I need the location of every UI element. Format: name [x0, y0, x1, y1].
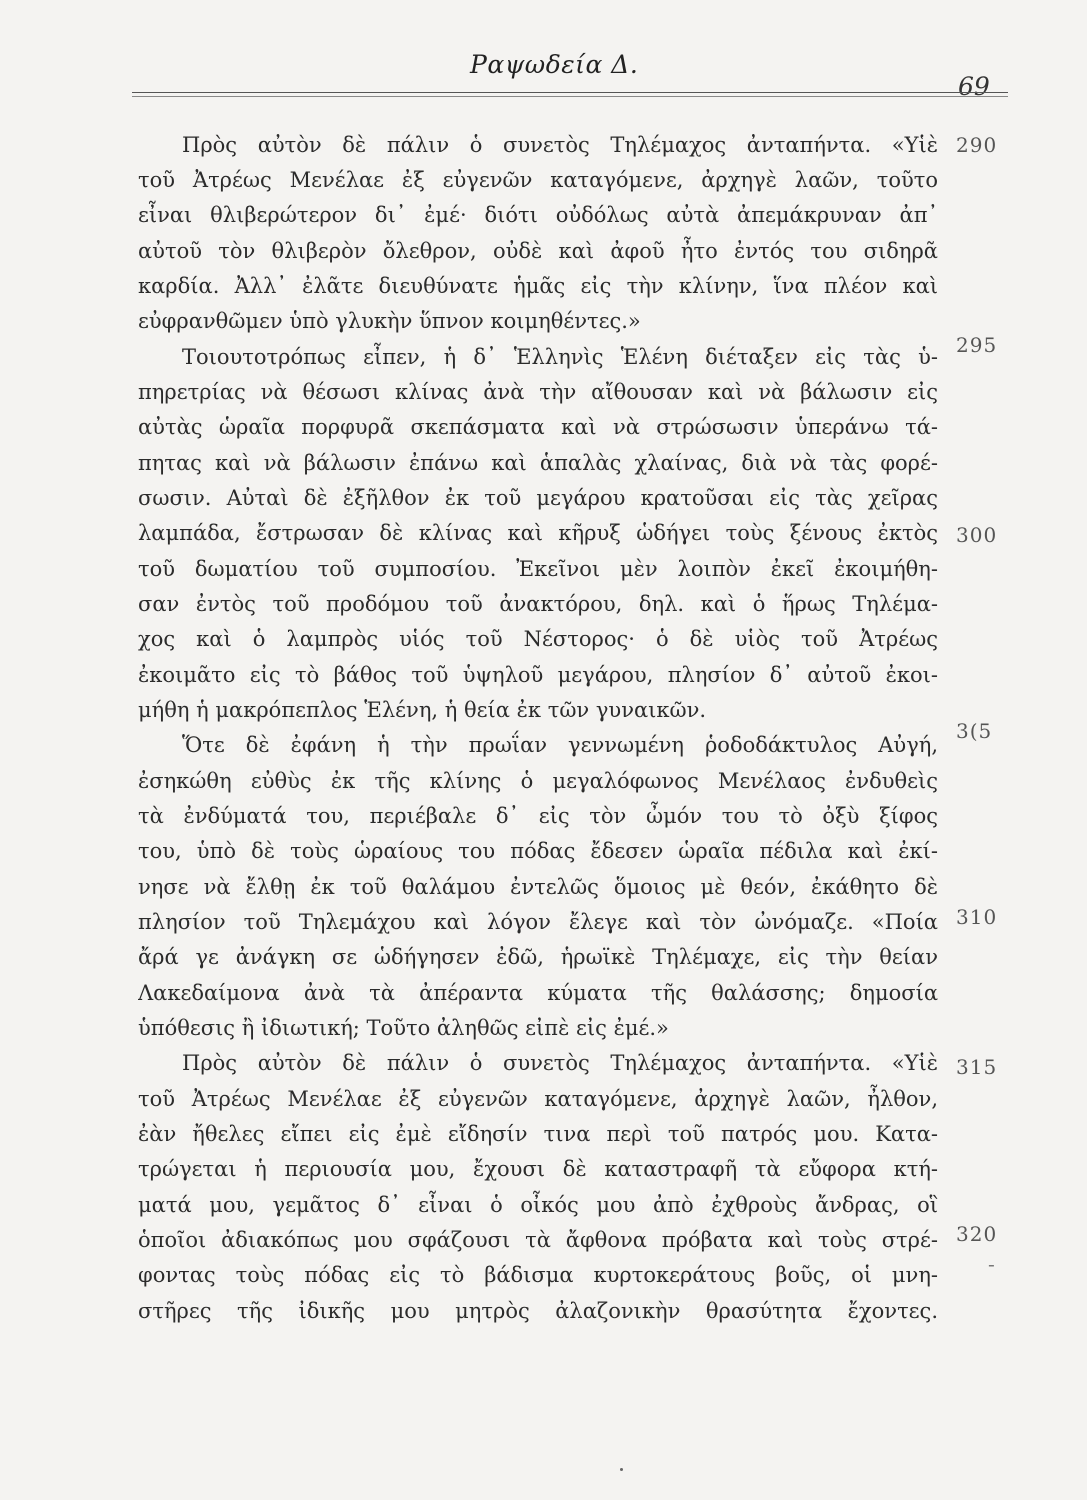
print-speck — [620, 1468, 623, 1471]
text-line: τοῦ Ἀτρέως Μενέλαε ἐξ εὐγενῶν καταγόμενε, ἀρχηγὲ λαῶν, ἦλθον, — [138, 1087, 938, 1111]
text-line: νησε νὰ ἔλθῃ ἐκ τοῦ θαλάμου ἐντελῶς ὅμοιος μὲ θεόν, ἐκάθητο δὲ — [138, 875, 938, 899]
text-line: Ὅτε δὲ ἐφάνη ἡ τὴν πρωΐαν γεννωμένη ῥοδοδάκτυλος Αὐγή, — [182, 733, 938, 757]
header-rule — [132, 92, 1008, 93]
text-line: πητας καὶ νὰ βάλωσιν ἐπάνω καὶ ἁπαλὰς χλαίνας, διὰ νὰ τὰς φορέ- — [138, 451, 938, 475]
line-number: 320 — [956, 1222, 998, 1246]
text-line: πηρετρίας νὰ θέσωσι κλίνας ἀνὰ τὴν αἴθουσαν καὶ νὰ βάλωσιν εἰς — [138, 380, 938, 404]
line-number: 295 — [956, 333, 998, 357]
text-line: ἐὰν ἤθελες εἴπει εἰς ἐμὲ εἴδησίν τινα περὶ τοῦ πατρός μου. Κατα- — [138, 1122, 938, 1146]
text-line: τὰ ἐνδύματά του, περιέβαλε δ᾽ εἰς τὸν ὦμόν του τὸ ὀξὺ ξίφος — [138, 804, 938, 828]
running-title: Ραψωδεία Δ. — [470, 50, 639, 79]
line-number: 310 — [956, 905, 998, 929]
text-line: καρδία. Ἀλλ᾽ ἐλᾶτε διευθύνατε ἡμᾶς εἰς τὴν κλίνην, ἵνα πλέον καὶ — [138, 274, 938, 298]
text-line: στῆρες τῆς ἰδικῆς μου μητρὸς ἀλαζονικὴν θρασύτητα ἔχοντες. — [138, 1299, 938, 1323]
text-line: ἐκοιμᾶτο εἰς τὸ βάθος τοῦ ὑψηλοῦ μεγάρου, πλησίον δ᾽ αὐτοῦ ἐκοι- — [138, 663, 938, 687]
text-line: φοντας τοὺς πόδας εἰς τὸ βάδισμα κυρτοκεράτους βοῦς, οἱ μνη- — [138, 1263, 938, 1287]
line-number: 315 — [956, 1055, 998, 1079]
text-line: χος καὶ ὁ λαμπρὸς υἱός τοῦ Νέστορος· ὁ δὲ υἱὸς τοῦ Ἀτρέως — [138, 627, 938, 651]
text-line: τοῦ Ἀτρέως Μενέλαε ἐξ εὐγενῶν καταγόμενε, ἀρχηγὲ λαῶν, τοῦτο — [138, 168, 938, 192]
text-line: Πρὸς αὐτὸν δὲ πάλιν ὁ συνετὸς Τηλέμαχος ἀνταπήντα. «Υἱὲ — [182, 1051, 938, 1075]
text-line: ὁποῖοι ἀδιακόπως μου σφάζουσι τὰ ἄφθονα πρόβατα καὶ τοὺς στρέ- — [138, 1228, 938, 1252]
text-line: ἐσηκώθη εὐθὺς ἐκ τῆς κλίνης ὁ μεγαλόφωνος Μενέλαος ἐνδυθεὶς — [138, 769, 938, 793]
text-line: εἶναι θλιβερώτερον δι᾽ ἐμέ· διότι οὐδόλως αὐτὰ ἀπεμάκρυναν ἀπ᾽ — [138, 203, 938, 227]
text-line: ἄρά γε ἀνάγκη σε ὡδήγησεν ἐδῶ, ἡρωϊκὲ Τηλέμαχε, εἰς τὴν θείαν — [138, 945, 938, 969]
line-number: 300 — [956, 523, 998, 547]
text-line: Λακεδαίμονα ἀνὰ τὰ ἀπέραντα κύματα τῆς θαλάσσης; δημοσία — [138, 981, 938, 1005]
text-line: πλησίον τοῦ Τηλεμάχου καὶ λόγον ἔλεγε καὶ τὸν ὠνόμαζε. «Ποία — [138, 910, 938, 934]
text-line: αὐτὰς ὡραῖα πορφυρᾶ σκεπάσματα καὶ νὰ στρώσωσιν ὑπεράνω τά- — [138, 415, 938, 439]
text-line: αὐτοῦ τὸν θλιβερὸν ὄλεθρον, οὐδὲ καὶ ἀφοῦ ἦτο ἐντός του σιδηρᾶ — [138, 239, 938, 263]
line-number: 290 — [956, 133, 998, 157]
text-line: τοῦ δωματίου τοῦ συμποσίου. Ἐκεῖνοι μὲν λοιπὸν ἐκεῖ ἐκοιμήθη- — [138, 557, 938, 581]
text-line: σωσιν. Αὐταὶ δὲ ἐξῆλθον ἐκ τοῦ μεγάρου κρατοῦσαι εἰς τὰς χεῖρας — [138, 486, 938, 510]
text-line: μήθη ἡ μακρόπεπλος Ἑλένη, ἡ θεία ἐκ τῶν γυναικῶν. — [138, 698, 707, 722]
text-line: Πρὸς αὐτὸν δὲ πάλιν ὁ συνετὸς Τηλέμαχος ἀνταπήντα. «Υἱὲ — [182, 133, 938, 157]
text-line: ματά μου, γεμᾶτος δ᾽ εἶναι ὁ οἶκός μου ἀπὸ ἐχθροὺς ἄνδρας, οἳ — [138, 1193, 938, 1217]
page-number: 69 — [958, 72, 990, 101]
header-rule-secondary — [132, 96, 1008, 97]
text-line: ὑπόθεσις ἢ ἰδιωτική; Τοῦτο ἀληθῶς εἰπὲ εἰς ἐμέ.» — [138, 1016, 669, 1040]
text-line: τρώγεται ἡ περιουσία μου, ἔχουσι δὲ καταστραφῆ τὰ εὔφορα κτή- — [138, 1157, 938, 1181]
line-number: 3(5 — [956, 719, 993, 743]
text-line: Τοιουτοτρόπως εἶπεν, ἡ δ᾽ Ἑλληνὶς Ἑλένη διέταξεν εἰς τὰς ὑ- — [182, 345, 938, 369]
text-line: εὐφρανθῶμεν ὑπὸ γλυκὴν ὕπνον κοιμηθέντες.» — [138, 309, 641, 333]
margin-dash: - — [988, 1252, 995, 1276]
text-line: του, ὑπὸ δὲ τοὺς ὡραίους του πόδας ἔδεσεν ὡραῖα πέδιλα καὶ ἐκί- — [138, 839, 938, 863]
text-line: σαν ἐντὸς τοῦ προδόμου τοῦ ἀνακτόρου, δηλ. καὶ ὁ ἥρως Τηλέμα- — [138, 592, 938, 616]
text-line: λαμπάδα, ἔστρωσαν δὲ κλίνας καὶ κῆρυξ ὡδήγει τοὺς ξένους ἐκτὸς — [138, 521, 938, 545]
